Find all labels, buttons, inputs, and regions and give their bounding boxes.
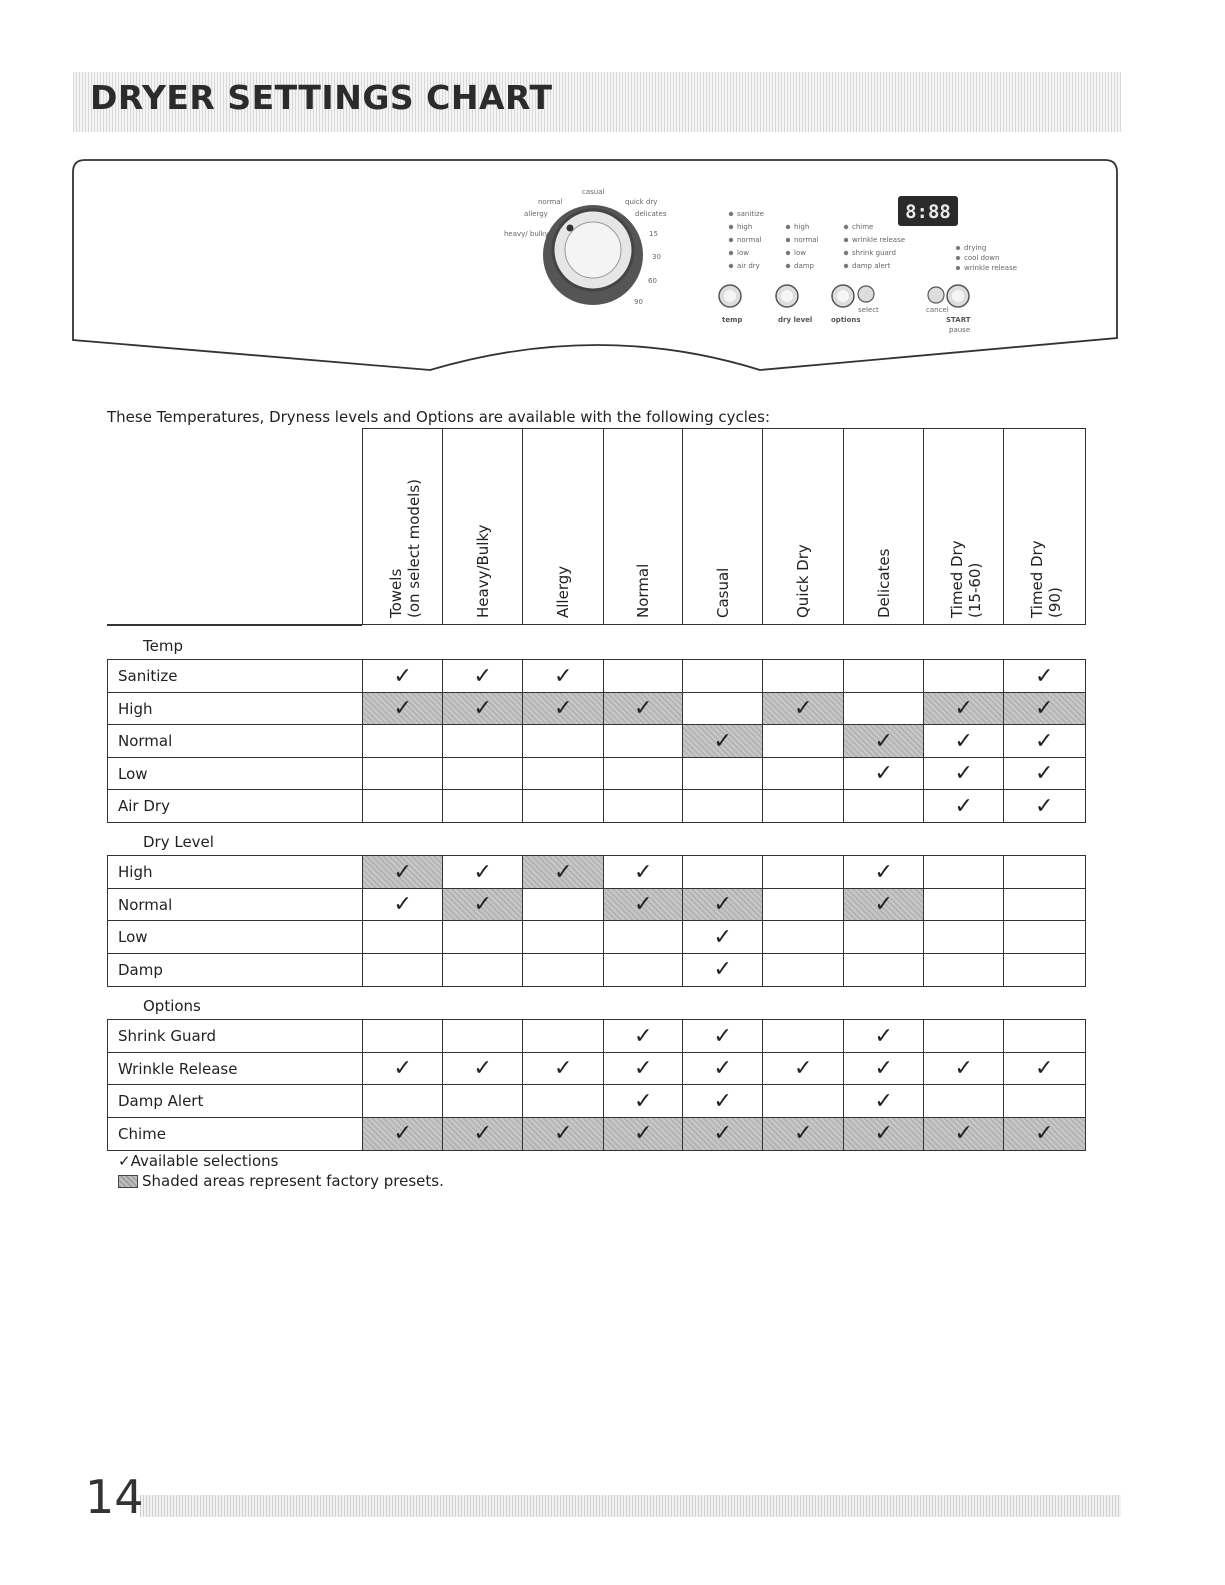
table-cell <box>843 888 925 922</box>
table-cell <box>762 724 845 758</box>
table-cell <box>362 920 444 954</box>
dial-label: 30 <box>652 253 661 261</box>
options-button-label: options <box>831 316 861 324</box>
table-cell <box>923 789 1005 823</box>
table-cell <box>442 789 524 823</box>
table-cell <box>522 1117 605 1151</box>
temp-button-label: temp <box>722 316 743 324</box>
display-readout: 8:88 <box>905 201 951 223</box>
table-cell <box>522 659 605 693</box>
check-icon: ✓ <box>634 1121 653 1147</box>
column-header-label: Timed Dry (90) <box>1028 540 1065 618</box>
section-title: Options <box>143 997 201 1015</box>
check-icon: ✓ <box>794 696 813 722</box>
row-label: Low <box>107 757 364 791</box>
table-cell <box>522 888 605 922</box>
svg-text:drying: drying <box>964 244 987 252</box>
row-label: Air Dry <box>107 789 364 823</box>
table-cell <box>1003 692 1086 726</box>
check-icon: ✓ <box>874 1121 893 1147</box>
table-cell <box>603 1117 684 1151</box>
table-cell <box>923 953 1005 987</box>
column-header <box>362 428 444 625</box>
dial-label: 90 <box>634 298 643 306</box>
svg-text:low: low <box>737 249 749 257</box>
check-icon: ✓ <box>393 1056 412 1082</box>
table-cell <box>923 1084 1005 1118</box>
table-cell <box>843 1084 925 1118</box>
table-cell <box>1003 789 1086 823</box>
table-cell <box>522 1052 605 1086</box>
svg-text:damp alert: damp alert <box>852 262 891 270</box>
check-icon: ✓ <box>713 1088 732 1114</box>
table-cell <box>603 1019 684 1053</box>
table-cell <box>362 1117 444 1151</box>
temp-button[interactable] <box>719 285 741 307</box>
column-header <box>1003 428 1086 625</box>
dial-label: allergy <box>524 210 548 218</box>
table-cell <box>682 789 764 823</box>
svg-text:damp: damp <box>794 262 814 270</box>
svg-text:wrinkle release: wrinkle release <box>852 236 906 244</box>
footer-band <box>140 1495 1121 1517</box>
table-cell <box>603 888 684 922</box>
check-icon: ✓ <box>393 663 412 689</box>
table-cell <box>682 1084 764 1118</box>
table-cell <box>762 659 845 693</box>
table-cell <box>843 855 925 889</box>
check-icon: ✓ <box>874 859 893 885</box>
check-icon: ✓ <box>713 1121 732 1147</box>
table-cell <box>762 1084 845 1118</box>
check-icon: ✓ <box>713 924 732 950</box>
cancel-button-label: cancel <box>926 306 949 314</box>
table-cell <box>682 1117 764 1151</box>
check-icon: ✓ <box>634 859 653 885</box>
table-cell <box>442 724 524 758</box>
table-cell <box>843 953 925 987</box>
control-panel-illustration <box>0 0 1225 400</box>
options-button[interactable] <box>832 285 854 307</box>
check-icon: ✓ <box>713 1056 732 1082</box>
dry-level-button[interactable] <box>776 285 798 307</box>
table-cell <box>522 1019 605 1053</box>
table-cell <box>682 757 764 791</box>
svg-text:cool down: cool down <box>964 254 1000 262</box>
column-header <box>522 428 605 625</box>
check-icon: ✓ <box>954 793 973 819</box>
table-cell <box>923 1052 1005 1086</box>
table-cell <box>762 789 845 823</box>
svg-text:chime: chime <box>852 223 874 231</box>
table-cell <box>362 659 444 693</box>
dial-label: 60 <box>648 277 657 285</box>
table-cell <box>762 757 845 791</box>
table-cell <box>603 920 684 954</box>
dial-label: heavy/ bulky <box>504 230 549 238</box>
check-icon: ✓ <box>1035 1121 1054 1147</box>
row-label: High <box>107 855 364 889</box>
table-cell <box>1003 659 1086 693</box>
check-icon: ✓ <box>1035 1056 1054 1082</box>
select-button[interactable] <box>858 286 874 302</box>
table-cell <box>923 1019 1005 1053</box>
check-icon: ✓ <box>473 1056 492 1082</box>
table-cell <box>1003 953 1086 987</box>
row-label: Wrinkle Release <box>107 1052 364 1086</box>
table-cell <box>442 692 524 726</box>
start-button[interactable] <box>947 285 969 307</box>
table-cell <box>603 1052 684 1086</box>
table-cell <box>762 920 845 954</box>
table-cell <box>362 1052 444 1086</box>
svg-text:shrink guard: shrink guard <box>852 249 896 257</box>
column-header-label: Normal <box>634 563 653 618</box>
table-cell <box>362 789 444 823</box>
column-header-label: Heavy/Bulky <box>473 524 492 618</box>
table-cell <box>1003 757 1086 791</box>
check-icon: ✓ <box>634 1088 653 1114</box>
dial-label: delicates <box>635 210 667 218</box>
check-icon: ✓ <box>473 663 492 689</box>
row-label: Damp <box>107 953 364 987</box>
check-icon: ✓ <box>874 761 893 787</box>
table-cell <box>603 953 684 987</box>
start-button-label: START <box>946 316 971 324</box>
dial-label: casual <box>582 188 605 196</box>
intro-text: These Temperatures, Dryness levels and Options are available with the following cycles: <box>107 408 771 426</box>
section-title: Temp <box>143 637 183 655</box>
table-cell <box>682 1052 764 1086</box>
table-cell <box>762 692 845 726</box>
table-cell <box>843 757 925 791</box>
table-cell <box>843 1052 925 1086</box>
table-cell <box>843 724 925 758</box>
table-cell <box>522 692 605 726</box>
table-cell <box>362 757 444 791</box>
check-icon: ✓ <box>954 1121 973 1147</box>
svg-text:wrinkle release: wrinkle release <box>964 264 1018 272</box>
table-cell <box>682 659 764 693</box>
table-cell <box>1003 920 1086 954</box>
svg-text:air dry: air dry <box>737 262 760 270</box>
check-icon: ✓ <box>393 696 412 722</box>
table-cell <box>1003 855 1086 889</box>
svg-text:low: low <box>794 249 806 257</box>
table-cell <box>362 724 444 758</box>
table-cell <box>1003 888 1086 922</box>
check-icon: ✓ <box>954 1056 973 1082</box>
check-icon: ✓ <box>634 1023 653 1049</box>
table-cell <box>362 953 444 987</box>
check-icon: ✓ <box>1035 696 1054 722</box>
row-label: Sanitize <box>107 659 364 693</box>
column-header-label: Allergy <box>554 565 573 618</box>
table-cell <box>762 1117 845 1151</box>
check-icon: ✓ <box>713 1023 732 1049</box>
check-icon: ✓ <box>554 1121 573 1147</box>
table-cell <box>603 692 684 726</box>
check-icon: ✓ <box>713 892 732 918</box>
row-label: Normal <box>107 724 364 758</box>
table-cell <box>682 1019 764 1053</box>
column-header <box>843 428 925 625</box>
table-cell <box>362 692 444 726</box>
check-icon: ✓ <box>874 1056 893 1082</box>
table-cell <box>682 855 764 889</box>
dial-label: normal <box>538 198 563 206</box>
column-header <box>762 428 845 625</box>
check-icon: ✓ <box>554 859 573 885</box>
table-cell <box>923 888 1005 922</box>
check-icon: ✓ <box>874 1023 893 1049</box>
table-cell <box>682 724 764 758</box>
table-cell <box>522 757 605 791</box>
table-cell <box>923 724 1005 758</box>
row-label: Chime <box>107 1117 364 1151</box>
check-icon: ✓ <box>634 892 653 918</box>
column-header-label: Towels (on select models) <box>386 478 423 618</box>
row-label: Damp Alert <box>107 1084 364 1118</box>
table-cell <box>923 757 1005 791</box>
table-cell <box>682 953 764 987</box>
check-icon: ✓ <box>874 1088 893 1114</box>
column-header <box>682 428 764 625</box>
dry-level-button-label: dry level <box>778 316 813 324</box>
check-icon: ✓ <box>874 892 893 918</box>
table-cell <box>362 1084 444 1118</box>
check-icon: ✓ <box>1035 793 1054 819</box>
row-label: Low <box>107 920 364 954</box>
table-cell <box>442 1117 524 1151</box>
select-button-label: select <box>858 306 879 314</box>
check-icon: ✓ <box>634 1056 653 1082</box>
row-label: Normal <box>107 888 364 922</box>
check-icon: ✓ <box>554 663 573 689</box>
table-cell <box>843 1019 925 1053</box>
column-header-label: Quick Dry <box>794 544 813 618</box>
check-icon: ✓ <box>554 696 573 722</box>
table-cell <box>682 920 764 954</box>
table-cell <box>843 1117 925 1151</box>
table-cell <box>762 888 845 922</box>
table-cell <box>843 789 925 823</box>
legend-shaded <box>118 1172 444 1190</box>
column-header-label: Delicates <box>874 548 893 618</box>
page-number: 14 <box>85 1470 144 1524</box>
table-cell <box>843 692 925 726</box>
column-header <box>923 428 1005 625</box>
dial-label: quick dry <box>625 198 658 206</box>
svg-text:normal: normal <box>794 236 819 244</box>
shade-swatch <box>118 1175 138 1188</box>
table-cell <box>603 1084 684 1118</box>
table-cell <box>522 920 605 954</box>
table-cell <box>442 659 524 693</box>
check-icon: ✓ <box>1035 663 1054 689</box>
table-cell <box>682 888 764 922</box>
check-icon: ✓ <box>954 696 973 722</box>
table-cell <box>442 855 524 889</box>
column-header <box>442 428 524 625</box>
svg-text:high: high <box>737 223 753 231</box>
table-cell <box>522 789 605 823</box>
check-icon: ✓ <box>794 1056 813 1082</box>
check-icon: ✓ <box>794 1121 813 1147</box>
check-icon: ✓ <box>473 892 492 918</box>
table-cell <box>442 888 524 922</box>
table-cell <box>603 855 684 889</box>
check-icon: ✓ <box>1035 728 1054 754</box>
table-cell <box>762 1052 845 1086</box>
pause-label: pause <box>949 326 971 334</box>
table-cell <box>923 692 1005 726</box>
table-cell <box>362 855 444 889</box>
table-cell <box>923 1117 1005 1151</box>
table-cell <box>442 953 524 987</box>
table-cell <box>603 659 684 693</box>
svg-text:sanitize: sanitize <box>737 210 764 218</box>
table-cell <box>362 1019 444 1053</box>
table-cell <box>442 1052 524 1086</box>
table-cell <box>362 888 444 922</box>
row-label: High <box>107 692 364 726</box>
table-cell <box>603 789 684 823</box>
check-icon: ✓ <box>1035 761 1054 787</box>
table-cell <box>442 1084 524 1118</box>
table-cell <box>603 724 684 758</box>
legend-shaded-label: Shaded areas represent factory presets. <box>142 1172 444 1190</box>
table-cell <box>682 692 764 726</box>
check-icon: ✓ <box>393 1121 412 1147</box>
table-cell <box>603 757 684 791</box>
table-cell <box>442 1019 524 1053</box>
table-cell <box>522 953 605 987</box>
table-cell <box>1003 1019 1086 1053</box>
table-cell <box>923 920 1005 954</box>
table-cell <box>762 953 845 987</box>
check-icon: ✓ <box>393 892 412 918</box>
table-cell <box>442 920 524 954</box>
table-cell <box>522 724 605 758</box>
table-cell <box>843 920 925 954</box>
check-icon: ✓ <box>954 728 973 754</box>
table-cell <box>1003 1117 1086 1151</box>
table-cell <box>522 1084 605 1118</box>
table-cell <box>762 855 845 889</box>
svg-text:high: high <box>794 223 810 231</box>
check-icon: ✓ <box>874 728 893 754</box>
row-label: Shrink Guard <box>107 1019 364 1053</box>
column-header-label: Casual <box>713 567 732 618</box>
check-icon: ✓ <box>473 696 492 722</box>
column-header <box>603 428 684 625</box>
table-cell <box>1003 724 1086 758</box>
table-cell <box>1003 1052 1086 1086</box>
check-icon: ✓ <box>393 859 412 885</box>
page-title: DRYER SETTINGS CHART <box>90 78 553 117</box>
check-icon: ✓ <box>554 1056 573 1082</box>
check-icon: ✓ <box>713 728 732 754</box>
check-icon: ✓ <box>473 1121 492 1147</box>
table-cell <box>762 1019 845 1053</box>
table-cell <box>923 659 1005 693</box>
header-rule <box>107 624 362 626</box>
cancel-button[interactable] <box>928 287 944 303</box>
table-cell <box>522 855 605 889</box>
check-icon: ✓ <box>634 696 653 722</box>
dial-label: 15 <box>649 230 658 238</box>
table-cell <box>442 757 524 791</box>
check-icon: ✓ <box>473 859 492 885</box>
table-cell <box>1003 1084 1086 1118</box>
svg-text:normal: normal <box>737 236 762 244</box>
check-icon: ✓ <box>713 957 732 983</box>
legend-available: ✓Available selections <box>118 1152 279 1170</box>
column-header-label: Timed Dry (15-60) <box>947 540 984 618</box>
table-cell <box>843 659 925 693</box>
check-icon: ✓ <box>954 761 973 787</box>
section-title: Dry Level <box>143 833 214 851</box>
table-cell <box>923 855 1005 889</box>
